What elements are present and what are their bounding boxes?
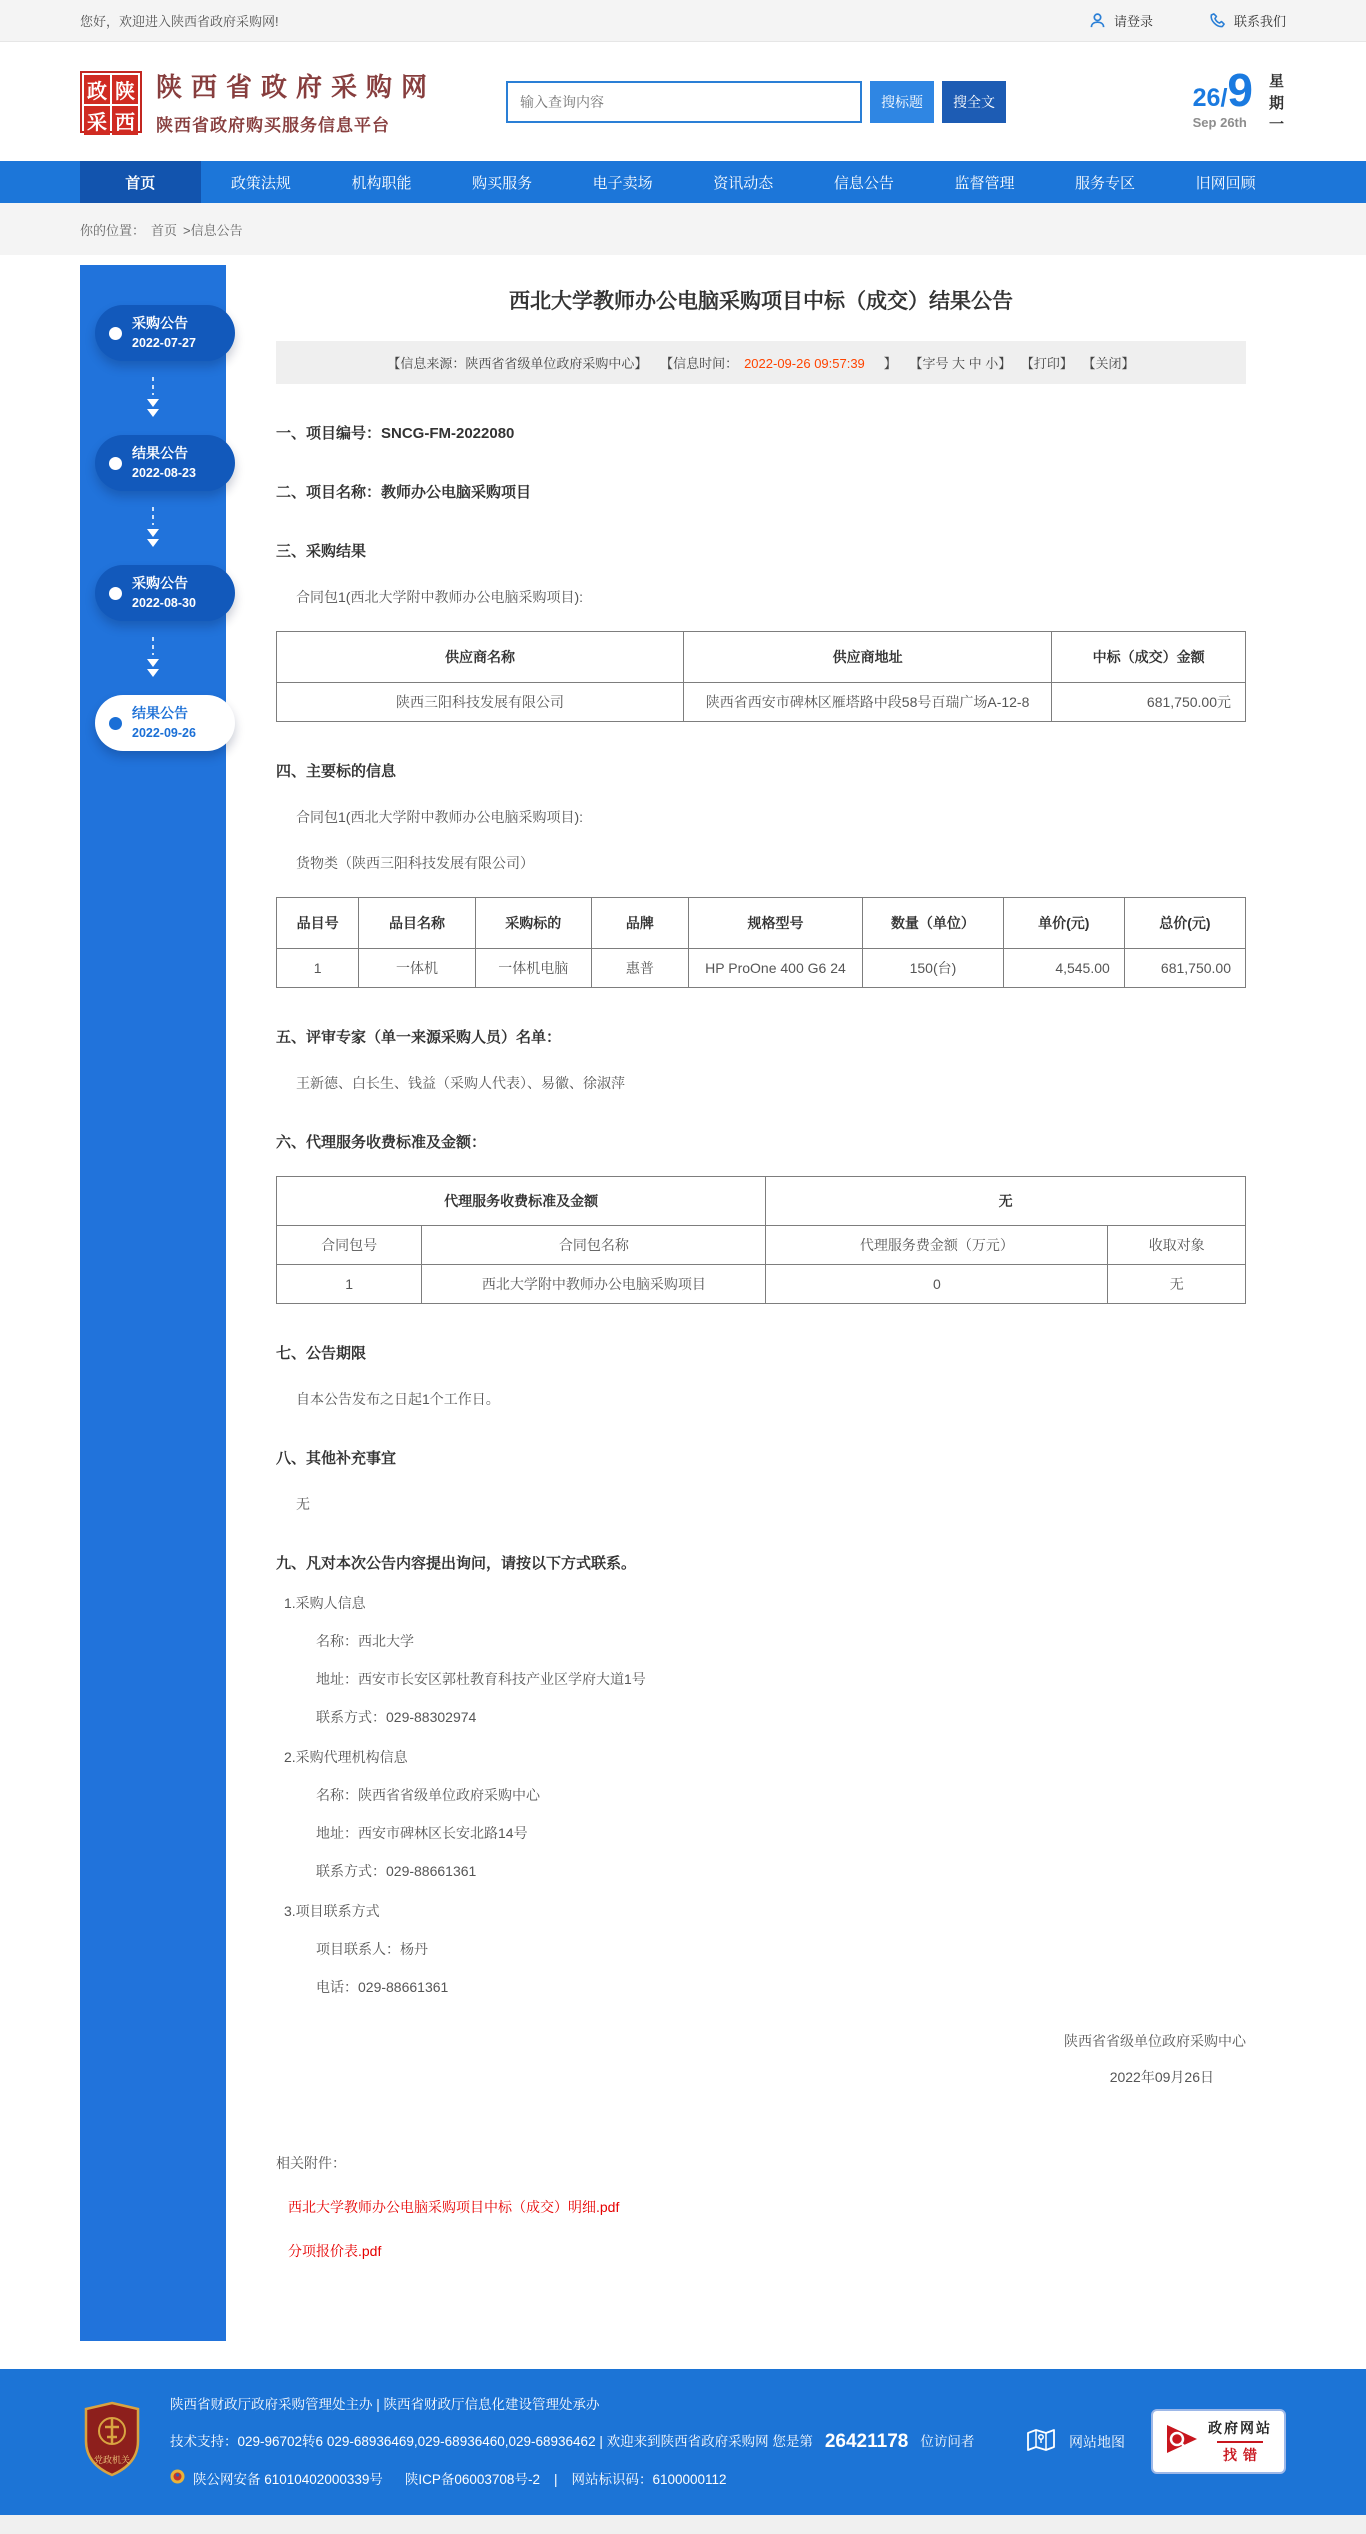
col-award-amount: 中标（成交）金额 (1052, 632, 1246, 683)
table-row: 陕西三阳科技发展有限公司 陕西省西安市碑林区雁塔路中段58号百瑞广场A-12-8 681,750.00元 (277, 683, 1246, 722)
nav-item-e-market[interactable]: 电子卖场 (592, 174, 653, 192)
page-bottom-strip (0, 2515, 1366, 2534)
attachment-link-detail-pdf[interactable]: 西北大学教师办公电脑采购项目中标（成交）明细.pdf (288, 2199, 620, 2215)
item-table (276, 897, 1246, 988)
date-english: Sep 26th (1192, 114, 1247, 130)
info-timestamp: 2022-09-26 09:57:39 (744, 356, 865, 371)
site-header (0, 42, 1366, 161)
col-agency-fee: 代理服务费金额（万元） (766, 1226, 1108, 1265)
purchaser-phone: 联系方式：029-88302974 (316, 1709, 477, 1725)
col-quantity: 数量（单位） (863, 898, 1004, 949)
timeline-dot-icon (109, 587, 122, 600)
timeline-item-purchase-2[interactable]: 采购公告 2022-08-30 (95, 565, 235, 621)
breadcrumb-current: >信息公告 (183, 222, 243, 238)
print-button[interactable]: 【打印】 (1020, 356, 1073, 371)
visitor-count: 26421178 (824, 2431, 909, 2453)
date-widget (1192, 63, 1286, 136)
attachments-label: 相关附件： (276, 2155, 346, 2171)
search-input[interactable] (506, 81, 862, 123)
col-brand: 品牌 (591, 898, 688, 949)
contact-us-link[interactable]: 联系我们 (1209, 11, 1286, 30)
timeline-dot-icon (109, 717, 122, 730)
section-9-heading: 九、凡对本次公告内容提出询问，请按以下方式联系。 (276, 1555, 637, 1572)
arrow-down-icon (145, 375, 161, 421)
package-line: 合同包1(西北大学附中教师办公电脑采购项目): (296, 589, 583, 605)
info-source: 【信息来源：陕西省省级单位政府采购中心】 (387, 356, 648, 371)
page-title: 西北大学教师办公电脑采购项目中标（成交）结果公告 (509, 290, 1013, 313)
project-contact-heading: 3.项目联系方式 (284, 1903, 380, 1919)
section-1-heading: 一、项目编号：SNCG-FM-2022080 (276, 425, 515, 442)
section-8-heading: 八、其他补充事宜 (276, 1450, 397, 1467)
nav-item-old-site[interactable]: 旧网回顾 (1195, 174, 1256, 192)
agency-address: 地址：西安市碑林区长安北路14号 (316, 1825, 528, 1841)
breadcrumb (0, 203, 1366, 255)
nav-item-service-zone[interactable]: 服务专区 (1075, 174, 1136, 192)
site-logo (80, 67, 436, 136)
timeline-item-result-2-active[interactable]: 结果公告 2022-09-26 (95, 695, 235, 751)
other-matters: 无 (296, 1496, 310, 1512)
section-5-heading: 五、评审专家（单一来源采购人员）名单： (276, 1029, 562, 1046)
website-error-report-badge[interactable]: 政府网站 找错 (1151, 2409, 1286, 2474)
attachment-link-quote-pdf[interactable]: 分项报价表.pdf (288, 2243, 382, 2259)
main-nav (0, 161, 1366, 203)
breadcrumb-home-link[interactable]: 首页 (151, 222, 178, 238)
timeline-item-purchase-1[interactable]: 采购公告 2022-07-27 (95, 305, 235, 361)
agency-fee-merge-left: 代理服务收费标准及金额 (277, 1177, 766, 1226)
agency-phone: 联系方式：029-88661361 (316, 1863, 477, 1879)
brand-seal-icon: 政 陕 采 西 (80, 71, 142, 133)
footer-beian-line: 陕公网安备 61010402000339号 陕ICP备06003708号-2 | 网站标识码：6100000112 (170, 2464, 974, 2495)
col-unit-price: 单价(元) (1003, 898, 1124, 949)
timeline-item-result-1[interactable]: 结果公告 2022-08-23 (95, 435, 235, 491)
package-line: 合同包1(西北大学附中教师办公电脑采购项目): (296, 809, 583, 825)
section-4-heading: 四、主要标的信息 (276, 763, 397, 780)
col-procurement-target: 采购标的 (475, 898, 591, 949)
font-size-control[interactable]: 【字号 大 中 小】 (909, 356, 1012, 371)
project-contact-person: 项目联系人：杨丹 (316, 1941, 428, 1957)
site-title: 陕西省政府采购网 (156, 72, 437, 102)
police-registration-link[interactable]: 陕公网安备 61010402000339号 (193, 2471, 383, 2487)
info-time: 【信息时间： 2022-09-26 09:57:39 】 (660, 356, 897, 371)
date-big-day: 9 (1227, 63, 1253, 116)
col-fee-payer: 收取对象 (1108, 1226, 1246, 1265)
col-package-no: 合同包号 (277, 1226, 422, 1265)
timeline-dot-icon (109, 457, 122, 470)
col-item-name: 品目名称 (359, 898, 475, 949)
topbar (0, 0, 1366, 42)
purchaser-info-heading: 1.采购人信息 (284, 1595, 366, 1611)
party-government-shield-icon (80, 2401, 144, 2482)
nav-item-supervision[interactable]: 监督管理 (954, 174, 1015, 192)
col-package-name: 合同包名称 (422, 1226, 766, 1265)
signoff-org: 陕西省省级单位政府采购中心 (1064, 2033, 1246, 2049)
error-finder-magnifier-icon (1165, 2422, 1199, 2461)
site-subtitle: 陕西省政府购买服务信息平台 (156, 116, 390, 135)
purchaser-name: 名称：西北大学 (316, 1633, 414, 1649)
col-item-no: 品目号 (277, 898, 359, 949)
supplier-table (276, 631, 1246, 722)
nav-item-announcements[interactable]: 信息公告 (833, 174, 894, 192)
topbar-greeting: 您好，欢迎进入陕西省政府采购网! (80, 14, 279, 29)
article-content (226, 255, 1286, 2341)
arrow-down-icon (145, 505, 161, 551)
nav-item-policies[interactable]: 政策法规 (230, 174, 291, 192)
announcement-period: 自本公告发布之日起1个工作日。 (296, 1391, 500, 1407)
date-day-month: 26/ (1192, 83, 1228, 112)
section-6-heading: 六、代理服务收费标准及金额： (276, 1134, 487, 1151)
col-supplier-address: 供应商地址 (683, 632, 1051, 683)
search-fulltext-button[interactable]: 搜全文 (942, 81, 1006, 123)
timeline-dot-icon (109, 327, 122, 340)
agency-name: 名称：陕西省省级单位政府采购中心 (316, 1787, 540, 1803)
agency-info-heading: 2.采购代理机构信息 (284, 1749, 408, 1765)
col-total-price: 总价(元) (1124, 898, 1245, 949)
project-contact-phone: 电话：029-88661361 (316, 1979, 449, 1995)
map-icon (1025, 2424, 1057, 2459)
search-title-button[interactable]: 搜标题 (870, 81, 934, 123)
nav-item-purchase-services[interactable]: 购买服务 (472, 174, 533, 192)
weekday-label: 星期一 (1269, 72, 1285, 134)
close-button[interactable]: 【关闭】 (1082, 356, 1135, 371)
login-link[interactable]: 请登录 (1089, 11, 1153, 30)
article-meta-bar (276, 341, 1246, 384)
icp-registration-link[interactable]: 陕ICP备06003708号-2 (404, 2471, 540, 2487)
table-row: 1 西北大学附中教师办公电脑采购项目 0 无 (277, 1265, 1246, 1304)
arrow-down-icon (145, 635, 161, 681)
site-code: 网站标识码：6100000112 (571, 2471, 727, 2487)
agency-fee-table (276, 1176, 1246, 1304)
police-badge-icon (170, 2464, 185, 2495)
footer-organizer-line: 陕西省财政厅政府采购管理处主办 | 陕西省财政厅信息化建设管理处承办 (170, 2397, 600, 2412)
signoff-date: 2022年09月26日 (1109, 2069, 1214, 2085)
purchaser-address: 地址：西安市长安区郭杜教育科技产业区学府大道1号 (316, 1671, 646, 1687)
section-2-heading: 二、项目名称：教师办公电脑采购项目 (276, 484, 532, 501)
nav-item-functions[interactable]: 机构职能 (351, 174, 412, 192)
breadcrumb-label: 你的位置： (80, 222, 146, 238)
svg-text:党政机关: 党政机关 (93, 2455, 131, 2466)
goods-category-line: 货物类（陕西三阳科技发展有限公司） (296, 855, 534, 871)
sitemap-link[interactable]: 网站地图 (1025, 2424, 1125, 2459)
footer-support-line: 技术支持：029-96702转6 029-68936469,029-68936460,029-68936462 | 欢迎来到陕西省政府采购网 您是第 26421178 位访问者 (170, 2420, 974, 2464)
section-3-heading: 三、采购结果 (276, 543, 367, 560)
col-supplier-name: 供应商名称 (277, 632, 684, 683)
section-7-heading: 七、公告期限 (276, 1345, 367, 1362)
phone-icon (1209, 12, 1226, 29)
expert-names: 王新德、白长生、钱益（采购人代表）、易徽、徐淑萍 (296, 1075, 625, 1091)
site-footer (0, 2369, 1366, 2515)
nav-item-home[interactable]: 首页 (80, 161, 201, 203)
search-area (506, 81, 1006, 123)
nav-item-news[interactable]: 资讯动态 (713, 174, 774, 192)
user-icon (1089, 12, 1106, 29)
agency-fee-merge-right: 无 (766, 1177, 1246, 1226)
col-model: 规格型号 (688, 898, 862, 949)
table-row: 1 一体机 一体机电脑 惠普 HP ProOne 400 G6 24 150(台) 4,545.00 681,750.00 (277, 949, 1246, 988)
timeline-sidebar (80, 265, 226, 2341)
